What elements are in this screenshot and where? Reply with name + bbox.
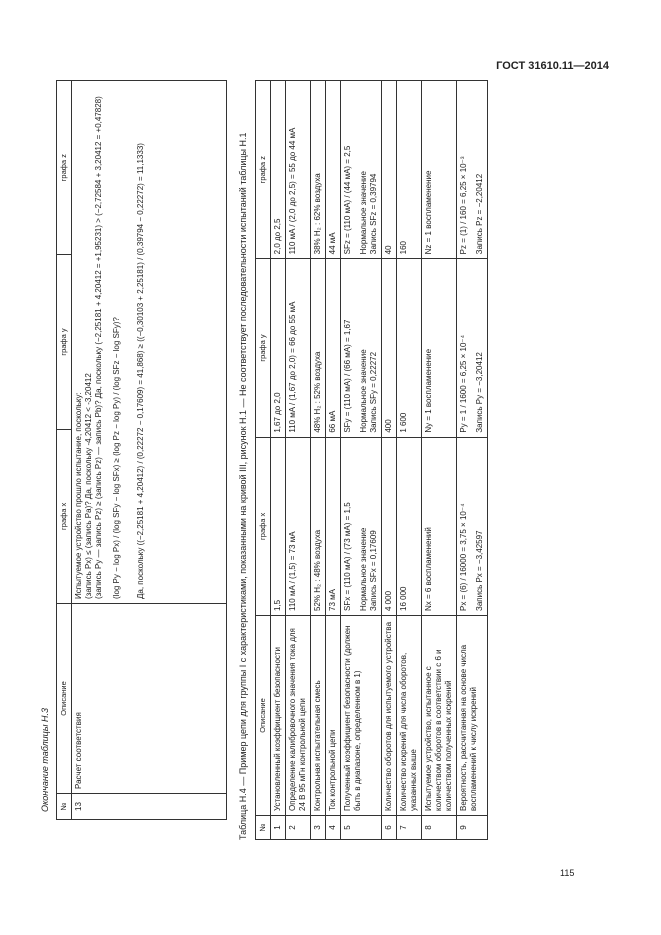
row-desc: Полученный коэффициент безопасности (должен быть в диапазоне, определенном в 1)	[341, 616, 382, 816]
cell-z: 2,0 до 2,5	[271, 81, 286, 259]
row-desc: Ток контрольной цепи	[326, 616, 341, 816]
col-y: графа y	[256, 259, 271, 437]
row-num: 1	[271, 816, 286, 840]
cell-z: 160	[397, 81, 422, 259]
page-number: 115	[560, 868, 575, 878]
cell-x	[341, 437, 382, 615]
result-line: (запись Px) ≤ (запись Pa)? Да, поскольку -4,20412 < -3,20412	[84, 373, 93, 599]
continuation-title: Окончание таблицы Н.3	[40, 708, 50, 812]
continuation-table	[56, 80, 227, 820]
table-row	[326, 81, 341, 840]
row-num: 7	[397, 816, 422, 840]
table-h4-block	[238, 80, 598, 840]
cell-y: 110 мA / (1,67 до 2,0) = 66 до 55 мA	[286, 259, 311, 437]
table-h4	[255, 80, 488, 840]
result-line: Да, поскольку ((−2,25181 + 4,20412) / (0,22272 − 0,17609) = 41,868) ≥ ((−0,30103 + 2,25181) / (0,39794 − 0,22272) = 11,1333)	[136, 143, 145, 599]
cell-z	[457, 81, 488, 259]
row-desc: Контрольная испытательная смесь	[311, 616, 326, 816]
row-num: 13	[72, 794, 227, 820]
cell-line: Запись Pz = −2,20412	[475, 173, 484, 255]
cell-x: 16 000	[397, 437, 422, 615]
row-desc: Количество искрений для числа оборотов, указанных выше	[397, 616, 422, 816]
table-row	[382, 81, 397, 840]
cell-y: 400	[382, 259, 397, 437]
table-header-row	[256, 81, 271, 840]
cell-z	[341, 81, 382, 259]
cell-z: 40	[382, 81, 397, 259]
cell-x: 110 мA / (1,5) = 73 мA	[286, 437, 311, 615]
cell-y: 1 600	[397, 259, 422, 437]
cell-line: Нормальное значение	[359, 171, 368, 255]
cell-line: Нормальное значение	[359, 527, 368, 611]
col-z: графа z	[57, 81, 72, 255]
cell-y	[457, 259, 488, 437]
table-row	[397, 81, 422, 840]
row-num: 2	[286, 816, 311, 840]
row-desc: Испытуемое устройство, испытанное с количеством оборотов в соответствии с 6 и количеством полученных искрений	[422, 616, 457, 816]
cell-line: Нормальное значение	[359, 349, 368, 433]
cell-x: Nx = 6 воспламенений	[422, 437, 457, 615]
cell-x	[457, 437, 488, 615]
col-y: графа y	[57, 255, 72, 429]
cell-z: 44 мA	[326, 81, 341, 259]
cell-line: Pz = (1) / 160 = 6,25 × 10⁻³	[459, 156, 468, 255]
document-header: ГОСТ 31610.11—2014	[496, 60, 609, 72]
result-line: (log Py − log Px) / (log SFy − log SFx) ≥ (log Pz − log Py) / (log SFz − log SFy)?	[112, 317, 121, 599]
cell-z: 110 мA / (2,0 до 2,5) = 55 до 44 мA	[286, 81, 311, 259]
col-num: №	[57, 794, 72, 820]
cell-line: Запись SFz = 0,39794	[369, 173, 378, 255]
table-row	[422, 81, 457, 840]
row-num: 4	[326, 816, 341, 840]
row-num: 9	[457, 816, 488, 840]
cell-x: 4 000	[382, 437, 397, 615]
table-row	[72, 81, 227, 820]
cell-y	[341, 259, 382, 437]
cell-line: Запись Px = −3,42597	[475, 530, 484, 611]
col-z: графа z	[256, 81, 271, 259]
table-row	[311, 81, 326, 840]
cell-line: Py = 1 / 1600 = 6,25 × 10⁻⁴	[459, 334, 468, 433]
col-desc: Описание	[256, 616, 271, 816]
cell-line: SFy = (110 мA) / (66 мA) = 1,67	[343, 319, 352, 433]
col-x: графа x	[256, 437, 271, 615]
row-desc: Расчет соответствия	[72, 604, 227, 794]
result-line: (запись Py — запись Pz) ≥ (запись Pz) — запись Pb)? Да, поскольку (−2,25181 + 4,20412 = +1,95231) > (−2,72584 + 3,20412 = +0,47828)	[94, 96, 103, 599]
table-header-row	[57, 81, 72, 820]
table-row	[271, 81, 286, 840]
cell-x: 73 мA	[326, 437, 341, 615]
col-desc: Описание	[57, 604, 72, 794]
row-desc: Количество оборотов для испытуемого устройства	[382, 616, 397, 816]
table-row	[457, 81, 488, 840]
cell-y: 66 мA	[326, 259, 341, 437]
cell-z: Nz = 1 воспламенение	[422, 81, 457, 259]
cell-line: Запись SFx = 0,17609	[369, 530, 378, 611]
cell-line: SFz = (110 мA) / (44 мA) = 2,5	[343, 145, 352, 255]
cell-x: 52% H₂ : 48% воздуха	[311, 437, 326, 615]
row-desc: Определение калибровочного значения тока для 24 В 95 мГн контрольной цепи	[286, 616, 311, 816]
result-line: Испытуемое устройство прошло испытание, поскольку:	[74, 392, 83, 599]
cell-z: 38% H₂ : 62% воздуха	[311, 81, 326, 259]
cell-line: Запись SFy = 0,22272	[369, 351, 378, 433]
row-num: 6	[382, 816, 397, 840]
table-title: Таблица Н.4 — Пример цепи для группы I с характеристиками, показанными на кривой III, рисунок Н.1 — Не соответствует последовательности испытаний таблицы Н.1	[238, 132, 248, 840]
cell-line: SFx = (110 мA) / (73 мA) = 1,5	[343, 502, 352, 611]
row-num: 3	[311, 816, 326, 840]
col-x: графа x	[57, 429, 72, 603]
row-num: 5	[341, 816, 382, 840]
cell-y: 1,67 до 2,0	[271, 259, 286, 437]
cell-line: Px = (6) / 16000 = 3,75 × 10⁻⁴	[459, 503, 468, 611]
col-num: №	[256, 816, 271, 840]
table-row	[286, 81, 311, 840]
table-row	[341, 81, 382, 840]
continuation-table-block	[40, 80, 240, 820]
cell-y: Ny = 1 воспламенение	[422, 259, 457, 437]
row-desc: Вероятность, рассчитанная на основе числа воспламенений к числу искрений	[457, 616, 488, 816]
row-desc: Установленный коэффициент безопасности	[271, 616, 286, 816]
cell-y: 48% H₂ : 52% воздуха	[311, 259, 326, 437]
row-content	[72, 81, 227, 604]
cell-x: 1,5	[271, 437, 286, 615]
row-num: 8	[422, 816, 457, 840]
cell-line: Запись Py = −3,20412	[475, 352, 484, 433]
